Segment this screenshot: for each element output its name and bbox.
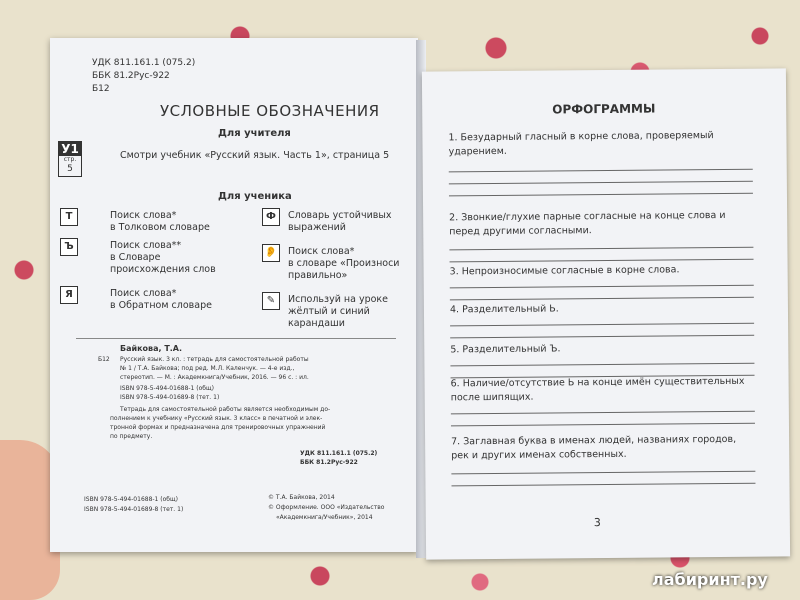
badge-code: У1 — [59, 142, 81, 156]
legend-right-3-line3: карандаши — [288, 318, 345, 329]
legend-left-2-line3: происхождения слов — [110, 264, 216, 275]
legend-right-2-line2: в словаре «Произноси — [288, 258, 400, 269]
legend-right-3-line2: жёлтый и синий — [288, 306, 370, 317]
page-number: 3 — [593, 516, 601, 530]
left-page — [50, 38, 418, 552]
biblio-desc4: по предмету. — [110, 433, 153, 440]
right-page — [422, 68, 790, 559]
badge-label: стр. — [63, 156, 77, 163]
badge-number: 5 — [67, 164, 73, 174]
writing-line — [449, 181, 753, 185]
biblio-desc2: полнением к учебнику «Русский язык. 3 класс» в печатной и элек- — [110, 415, 323, 422]
legend-left-3-line2: в Обратном словаре — [110, 300, 212, 311]
teacher-text: Смотри учебник «Русский язык. Часть 1», страница 5 — [120, 150, 390, 161]
writing-line — [450, 259, 754, 263]
divider — [76, 338, 396, 339]
writing-line — [450, 323, 754, 327]
pencils-icon: ✎ — [262, 292, 280, 310]
writing-line — [450, 335, 754, 339]
orthogram-item-3: 3. Непроизносимые согласные в корне слова. — [449, 264, 680, 278]
teacher-heading: Для учителя — [218, 128, 291, 139]
biblio-line3: стереотип. — М. : Академкнига/Учебник, 2016. — 96 с. : ил. — [120, 374, 309, 381]
legend-left-2-line2: в Словаре — [110, 252, 161, 263]
biblio-code: Б12 — [98, 356, 110, 363]
book-code: Б12 — [92, 84, 110, 94]
writing-line — [451, 471, 755, 475]
legend-left-2-line1: Поиск слова** — [110, 240, 182, 251]
legend-left-1-line2: в Толковом словаре — [110, 222, 210, 233]
writing-line — [449, 169, 753, 173]
writing-line — [449, 247, 753, 251]
legend-right-1-line2: выражений — [288, 222, 346, 233]
legend-left-3-line1: Поиск слова* — [110, 288, 177, 299]
biblio-udk: УДК 811.161.1 (075.2) — [300, 450, 378, 457]
footer-copy1: © Т.А. Байкова, 2014 — [268, 494, 335, 501]
orthograms-title: ОРФОГРАММЫ — [552, 101, 656, 117]
reverse-dictionary-icon: Я — [60, 286, 78, 304]
writing-line — [451, 483, 755, 487]
writing-line — [451, 423, 755, 427]
footer-copy2: © Оформление. ООО «Издательство — [268, 504, 385, 511]
tolkovy-dictionary-icon: Т — [60, 208, 78, 226]
writing-line — [451, 411, 755, 415]
footer-copy3: «Академкнига/Учебник», 2014 — [276, 514, 373, 521]
orthogram-item-2: 2. Звонкие/глухие парные согласные на конце слова и перед другими согласными. — [449, 209, 726, 238]
biblio-isbn2: ISBN 978-5-494-01689-8 (тет. 1) — [120, 394, 220, 401]
pronunciation-dictionary-icon: 👂 — [262, 244, 280, 262]
student-heading: Для ученика — [218, 191, 292, 202]
watermark: лабиринт.ру — [652, 570, 768, 589]
idioms-dictionary-icon: Ф — [262, 208, 280, 226]
footer-isbn1: ISBN 978-5-494-01688-1 (общ) — [84, 496, 178, 503]
udk-code: УДК 811.161.1 (075.2) — [92, 58, 196, 68]
biblio-author: Байкова, Т.А. — [120, 344, 183, 353]
biblio-desc3: тронной формах и предназначена для тренировочных упражнений — [110, 424, 326, 431]
orthogram-item-7: 7. Заглавная буква в именах людей, названиях городов, рек и других именах собственных. — [451, 433, 737, 462]
legend-right-1-line1: Словарь устойчивых — [288, 210, 392, 221]
writing-line — [449, 193, 753, 197]
legend-right-2-line3: правильно» — [288, 270, 348, 281]
biblio-desc1: Тетрадь для самостоятельной работы является необходимым до- — [120, 406, 331, 413]
legend-right-2-line1: Поиск слова* — [288, 246, 355, 257]
footer-isbn2: ISBN 978-5-494-01689-8 (тет. 1) — [84, 506, 184, 513]
writing-line — [450, 297, 754, 301]
origin-dictionary-icon: Ъ — [60, 238, 78, 256]
biblio-line2: № 1 / Т.А. Байкова; под ред. М.Л. Каленчук. — 4-е изд., — [120, 365, 295, 372]
legend-left-1-line1: Поиск слова* — [110, 210, 177, 221]
bbk-code: ББК 81.2Рус-922 — [92, 71, 170, 81]
orthogram-item-1: 1. Безударный гласный в корне слова, проверяемый ударением. — [448, 130, 714, 158]
biblio-bbk: ББК 81.2Рус-922 — [300, 459, 358, 466]
orthogram-item-5: 5. Разделительный Ъ. — [450, 343, 561, 356]
orthogram-item-6: 6. Наличие/отсутствие Ь на конце имён существительных после шипящих. — [450, 375, 745, 404]
legend-right-3-line1: Используй на уроке — [288, 294, 388, 305]
writing-line — [450, 363, 754, 367]
teacher-badge-icon — [58, 141, 82, 177]
page-title: УСЛОВНЫЕ ОБОЗНАЧЕНИЯ — [160, 102, 380, 120]
orthogram-item-4: 4. Разделительный Ь. — [449, 303, 559, 316]
writing-line — [450, 285, 754, 289]
biblio-isbn1: ISBN 978-5-494-01688-1 (общ) — [120, 385, 214, 392]
biblio-line1: Русский язык. 3 кл. : тетрадь для самостоятельной работы — [120, 356, 309, 363]
